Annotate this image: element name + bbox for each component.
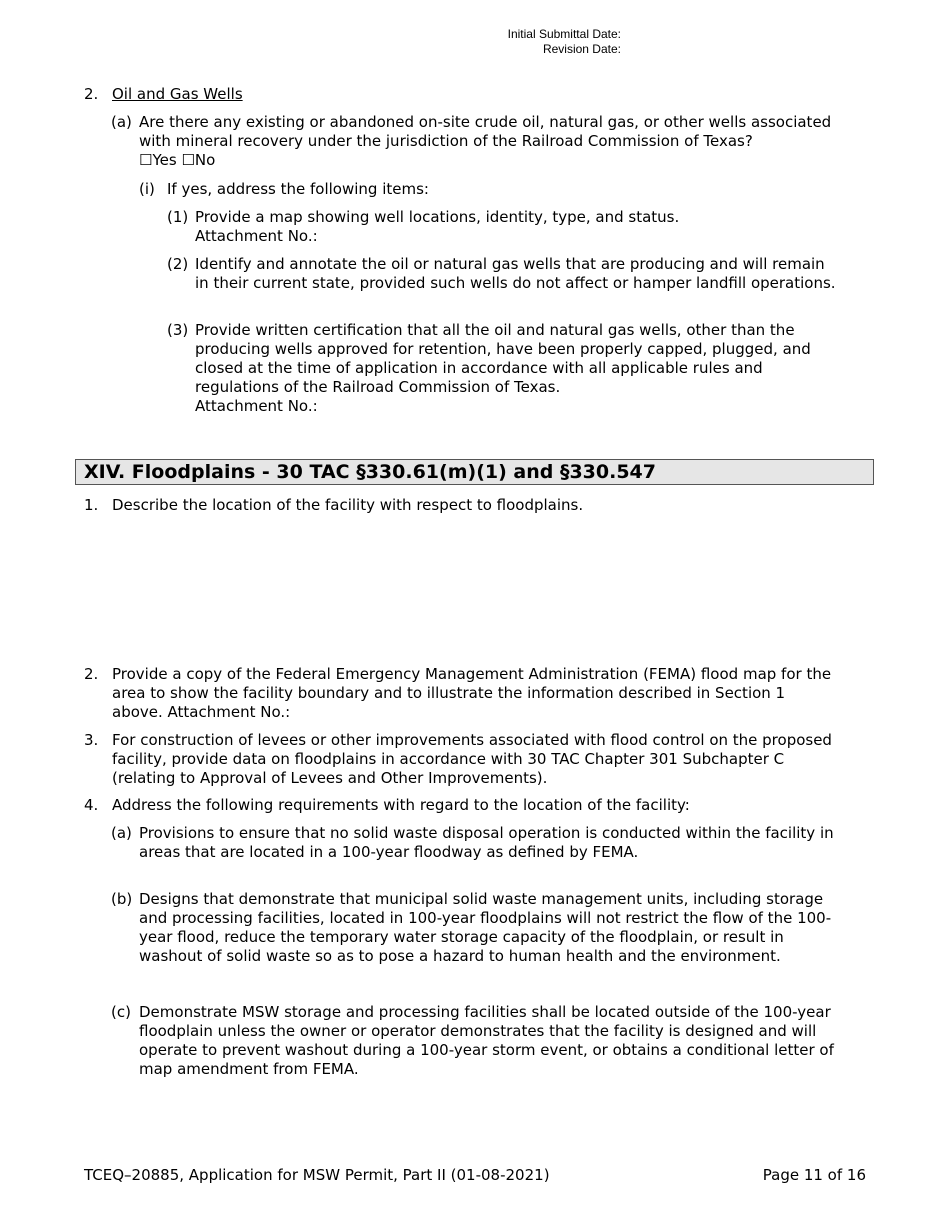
- item-label: (c): [111, 1003, 131, 1021]
- requirement-line: Provisions to ensure that no solid waste disposal operation is conducted within the facility in: [139, 824, 834, 842]
- flood-item-line: above. Attachment No.:: [112, 703, 291, 721]
- flood-item-line: Provide a copy of the Federal Emergency Management Administration (FEMA) flood map for the: [112, 665, 832, 683]
- item-number: 1.: [84, 496, 99, 514]
- oil-gas-title: Oil and Gas Wells: [112, 85, 243, 103]
- sub-item-line: Provide written certification that all the oil and natural gas wells, other than the: [195, 321, 795, 339]
- item-label: (a): [111, 824, 132, 842]
- flood-item-line: Address the following requirements with regard to the location of the facility:: [112, 796, 690, 814]
- sub-item-line: Identify and annotate the oil or natural gas wells that are producing and will remain: [195, 255, 825, 273]
- requirement-line: Designs that demonstrate that municipal solid waste management units, including storage: [139, 890, 824, 908]
- attachment-no-label: Attachment No.:: [195, 397, 318, 415]
- footer-page-number: Page 11 of 16: [762, 1166, 866, 1184]
- flood-item-line: (relating to Approval of Levees and Other Improvements).: [112, 769, 548, 787]
- requirement-line: areas that are located in a 100-year floodway as defined by FEMA.: [139, 843, 639, 861]
- sub-item-line: Provide a map showing well locations, identity, type, and status.: [195, 208, 680, 226]
- section-header-floodplains: [75, 459, 874, 485]
- flood-item-line: area to show the facility boundary and to illustrate the information described in Section 1: [112, 684, 786, 702]
- item-number: 2.: [84, 665, 99, 683]
- section-title: XIV. Floodplains - 30 TAC §330.61(m)(1) and §330.547: [84, 461, 656, 483]
- question-a-line: Are there any existing or abandoned on-site crude oil, natural gas, or other wells associated: [139, 113, 832, 131]
- sub-item-line: in their current state, provided such wells do not affect or hamper landfill operations.: [195, 274, 836, 292]
- item-number: 2.: [84, 85, 99, 103]
- sub-item-line: regulations of the Railroad Commission of Texas.: [195, 378, 561, 396]
- item-label: (b): [111, 890, 133, 908]
- question-a: [111, 113, 871, 171]
- requirement-line: Demonstrate MSW storage and processing facilities shall be located outside of the 100-year: [139, 1003, 831, 1021]
- flood-item-line: Describe the location of the facility with respect to floodplains.: [112, 496, 584, 514]
- flood-item-line: For construction of levees or other improvements associated with flood control on the proposed: [112, 731, 832, 749]
- requirement-line: operate to prevent washout during a 100-year storm event, or obtains a conditional letter of: [139, 1041, 834, 1059]
- item-label: (3): [167, 321, 189, 339]
- sub-item-line: closed at the time of application in accordance with all applicable rules and: [195, 359, 763, 377]
- attachment-no-label: Attachment No.:: [195, 227, 318, 245]
- item-label: (i): [139, 180, 155, 198]
- initial-submittal-date-label: Initial Submittal Date:: [507, 27, 621, 41]
- no-checkbox[interactable]: ☐No: [181, 151, 216, 169]
- sub-item-line: producing wells approved for retention, have been properly capped, plugged, and: [195, 340, 811, 358]
- item-number: 4.: [84, 796, 99, 814]
- requirement-line: floodplain unless the owner or operator demonstrates that the facility is designed and will: [139, 1022, 817, 1040]
- revision-date-label: Revision Date:: [542, 42, 621, 56]
- item-number: 3.: [84, 731, 99, 749]
- flood-item-line: facility, provide data on floodplains in accordance with 30 TAC Chapter 301 Subchapter C: [112, 750, 785, 768]
- item-label: (2): [167, 255, 189, 273]
- footer-form-id: TCEQ–20885, Application for MSW Permit, Part II (01-08-2021): [84, 1166, 550, 1184]
- requirement-line: washout of solid waste so as to pose a hazard to human health and the environment.: [139, 947, 781, 965]
- question-a-line: with mineral recovery under the jurisdiction of the Railroad Commission of Texas?: [139, 132, 753, 150]
- item-label: (a): [111, 113, 132, 131]
- yes-checkbox[interactable]: ☐Yes: [139, 151, 177, 169]
- submittal-dates: [508, 27, 621, 57]
- item-label: (1): [167, 208, 189, 226]
- item-i-text: If yes, address the following items:: [167, 180, 429, 198]
- requirement-line: map amendment from FEMA.: [139, 1060, 359, 1078]
- requirement-line: and processing facilities, located in 100-year floodplains will not restrict the flow of the 100-: [139, 909, 832, 927]
- requirement-line: year flood, reduce the temporary water storage capacity of the floodplain, or result in: [139, 928, 784, 946]
